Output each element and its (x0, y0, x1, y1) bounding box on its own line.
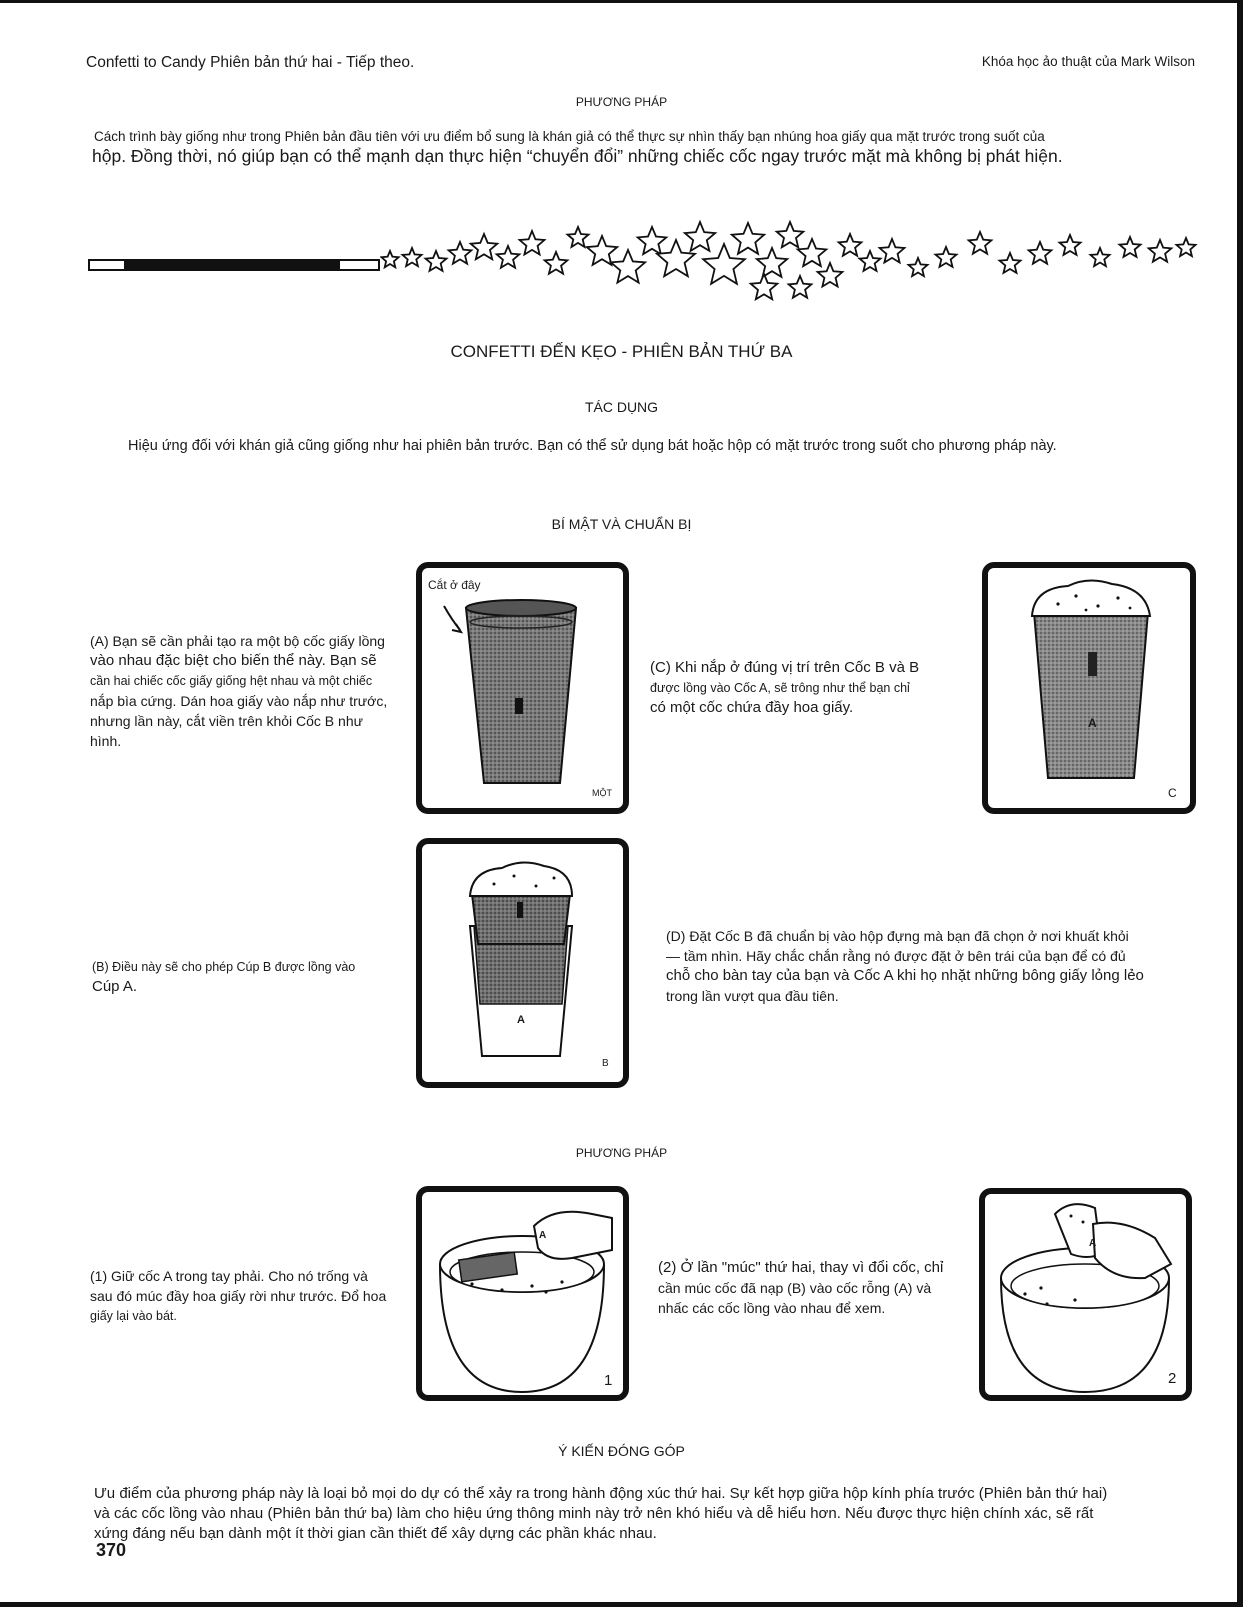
star-shape (757, 248, 787, 277)
comments-line: xứng đáng nếu bạn dành một ít thời gian cần thiết để xây dựng các phần khác nhau. (94, 1525, 657, 1542)
caption-step-2-line: cần múc cốc đã nạp (B) vào cốc rỗng (A) và (658, 1280, 932, 1296)
caption-d (666, 926, 1186, 1006)
caption-c (650, 658, 970, 718)
stars-decoration (380, 218, 1200, 314)
cup-mark-label: A (1089, 1238, 1097, 1249)
secret-heading: BÍ MẬT VÀ CHUẨN BỊ (551, 516, 692, 532)
comments-line: Ưu điểm của phương pháp này là loại bỏ mọi do dự có thể xảy ra trong hành động xúc thứ hai. Sự kết hợp giữa hộp kính phía trước (Phiên bản thứ hai) (94, 1485, 1108, 1502)
illustration-panel-c (982, 562, 1196, 814)
star-shape (638, 227, 667, 254)
illustration-panel-a (416, 562, 629, 814)
star-shape (381, 251, 398, 267)
star-shape (777, 222, 804, 247)
section-title: CONFETTI ĐẾN KẸO - PHIÊN BẢN THỨ BA (450, 342, 793, 361)
star-shape (1000, 253, 1021, 273)
star-shape (732, 223, 764, 254)
method-heading: PHƯƠNG PHÁP (575, 95, 668, 109)
effect-text: Hiệu ứng đối với khán giả cũng giống như hai phiên bản trước. Bạn có thể sử dụng bát hoặc hộp có mặt trước trong suốt cho phương pháp này. (128, 438, 1057, 454)
star-shape (568, 227, 589, 247)
method-text-line-1: Cách trình bày giống như trong Phiên bản đầu tiên với ưu điểm bổ sung là khán giả có thể thực sự nhìn thấy bạn nhúng hoa giấy qua mặt trước trong suốt của (94, 129, 1045, 144)
star-shape (587, 236, 617, 265)
caption-a-line: hình. (90, 733, 122, 749)
star-shape (1091, 248, 1110, 266)
star-shape (1177, 238, 1196, 256)
method-heading-2: PHƯƠNG PHÁP (575, 1146, 668, 1160)
star-shape (403, 248, 422, 266)
caption-a (90, 631, 410, 751)
star-shape (789, 276, 812, 298)
caption-a-line: nhưng lần này, cắt viền trên khỏi Cốc B như (90, 713, 363, 729)
star-shape (1029, 242, 1052, 264)
method-text-line-2: hộp. Đồng thời, nó giúp bạn có thể mạnh dạn thực hiện “chuyển đổi” những chiếc cốc ngay trước mặt mà không bị phát hiện. (92, 146, 1063, 166)
caption-step-1-line: sau đó múc đầy hoa giấy rời như trước. Đổ hoa (90, 1288, 387, 1304)
panel-corner-label: MỘT (592, 788, 612, 798)
star-shape (936, 247, 957, 267)
star-shape (449, 242, 472, 264)
running-header-right: Khóa học ảo thuật của Mark Wilson (981, 54, 1195, 69)
star-shape (751, 274, 778, 299)
star-shape (471, 234, 498, 259)
caption-b-line: Cúp A. (92, 978, 138, 995)
bottom-border-rule (0, 1602, 1243, 1607)
star-shape (497, 246, 520, 268)
caption-d-line: chỗ cho bàn tay của bạn và Cốc A khi họ nhặt những bông giấy lỏng lẻo (666, 967, 1144, 984)
panel-corner-label: 2 (1168, 1370, 1177, 1387)
caption-a-line: cần hai chiếc cốc giấy giống hệt nhau và một chiếc (90, 674, 373, 688)
star-shape (611, 250, 645, 283)
right-border-rule (1237, 0, 1243, 1607)
illustration-panel-step-1 (416, 1186, 629, 1401)
caption-a-line: vào nhau đặc biệt cho biến thể này. Bạn sẽ (90, 652, 377, 669)
star-shape (685, 222, 715, 251)
star-shape (798, 239, 827, 266)
star-shape (426, 251, 447, 271)
star-shape (880, 239, 905, 263)
caption-step-2-line: nhấc các cốc lồng vào nhau để xem. (658, 1300, 886, 1316)
comments-text (94, 1484, 1204, 1544)
panel-corner-label: B (602, 1058, 609, 1069)
panel-corner-label: C (1168, 786, 1177, 800)
caption-step-1-line: giấy lại vào bát. (90, 1309, 177, 1323)
star-shape (520, 231, 545, 255)
star-shape (860, 251, 881, 271)
caption-d-line: — tầm nhìn. Hãy chắc chắn rằng nó được đặt ở bên trái của bạn để có đủ (666, 948, 1126, 964)
running-header-left: Confetti to Candy Phiên bản thứ hai - Tiếp theo. (86, 54, 415, 71)
star-shape (545, 252, 568, 274)
caption-step-1-line: (1) Giữ cốc A trong tay phải. Cho nó trống và (90, 1268, 368, 1284)
star-shape (1060, 235, 1081, 255)
cut-here-label: Cắt ở đây (428, 578, 481, 592)
illustration-panel-step-2 (979, 1188, 1192, 1401)
page-number: 370 (96, 1540, 127, 1560)
caption-d-line: trong lần vượt qua đầu tiên. (666, 988, 839, 1004)
caption-d-line: (D) Đặt Cốc B đã chuẩn bị vào hộp đựng mà bạn đã chọn ở nơi khuất khỏi (666, 928, 1129, 944)
star-shape (1149, 240, 1172, 262)
star-shape (1120, 237, 1141, 257)
caption-a-line: nắp bìa cứng. Dán hoa giấy vào nắp như trước, (90, 693, 388, 709)
caption-step-2-line: (2) Ở lần "múc" thứ hai, thay vì đổi cốc, chỉ (658, 1259, 944, 1276)
comments-line: và các cốc lồng vào nhau (Phiên bản thứ ba) làm cho hiệu ứng thông minh này trở nên khó hiểu và dễ hiểu hơn. Nếu được thực hiện chính xác, sẽ rất (94, 1505, 1094, 1522)
caption-b-line: (B) Điều này sẽ cho phép Cúp B được lồng vào (92, 960, 356, 974)
caption-b (92, 957, 402, 997)
caption-c-line: (C) Khi nắp ở đúng vị trí trên Cốc B và B (650, 659, 920, 676)
caption-c-line: có một cốc chứa đầy hoa giấy. (650, 699, 854, 716)
star-shape (969, 232, 992, 254)
cup-mark-label: A (517, 1014, 525, 1026)
caption-c-line: được lồng vào Cốc A, sẽ trông như thể bạn chỉ (650, 681, 910, 695)
cup-mark-label: A (1088, 716, 1097, 730)
cup-mark-label: A (539, 1230, 547, 1241)
caption-step-1 (90, 1266, 410, 1326)
illustration-panel-b (416, 838, 629, 1088)
star-shape (909, 258, 928, 276)
panel-corner-label: 1 (604, 1372, 613, 1389)
comments-heading: Ý KIẾN ĐÓNG GÓP (558, 1443, 685, 1459)
caption-a-line: (A) Bạn sẽ cần phải tạo ra một bộ cốc giấy lồng (90, 633, 385, 649)
star-shape (657, 240, 695, 276)
star-shape (839, 234, 862, 256)
effect-heading: TÁC DỤNG (584, 399, 659, 415)
top-border-rule (0, 0, 1243, 3)
caption-step-2 (658, 1258, 968, 1318)
magic-wand-decoration (88, 258, 380, 270)
